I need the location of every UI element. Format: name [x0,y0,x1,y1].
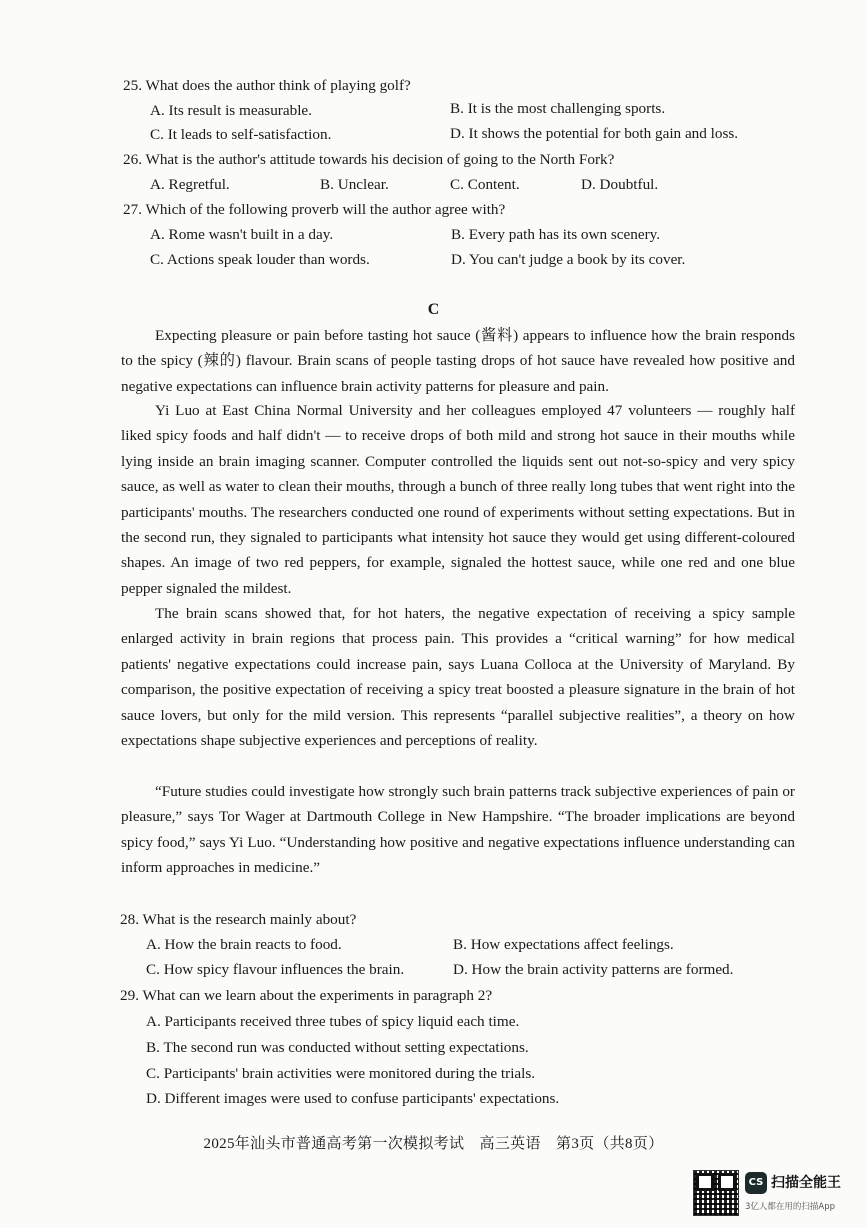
paragraph-3-text: The brain scans showed that, for hot haters, the negative expectation of receiving a spicy sample enlarged activity in brain regions that process pain. This provides a “critical warning” for how medical patients' negative expectations could increase pain, says Luana Colloca at the University of Maryland. By comparison, the positive expectation of receiving a spicy treat boosted a pleasure signature in the brain of hot sauce lovers, but only for the mild version. This represents “parallel subjective realities”, a theory on how expectations shape subjective experiences and perceptions of reality. [121,605,795,750]
question-29-option-b: B. The second run was conducted without setting expectations. [146,1039,529,1056]
question-29-option-a: A. Participants received three tubes of spicy liquid each time. [146,1013,520,1030]
question-28-option-c: C. How spicy flavour influences the brain. [146,961,405,978]
question-25-option-b: B. It is the most challenging sports. [450,100,666,117]
question-25-option-d: D. It shows the potential for both gain and loss. [450,125,739,142]
passage-paragraph-3 [121,601,795,753]
scanner-app-title: 扫描全能王 [771,1175,841,1191]
question-26-stem: 26. What is the author's attitude towards his decision of going to the North Fork? [123,151,615,168]
scanner-app-subtitle: 3亿人都在用的扫描App [745,1202,836,1212]
question-26-option-d: D. Doubtful. [581,176,659,193]
question-25-stem: 25. What does the author think of playing golf? [123,77,411,94]
question-28-option-b: B. How expectations affect feelings. [453,936,674,953]
question-29-stem: 29. What can we learn about the experiments in paragraph 2? [120,987,493,1004]
paragraph-4-text: “Future studies could investigate how strongly such brain patterns track subjective experiences of pain or pleasure,” says Tor Wager at Dartmouth College in New Hampshire. “The broader implications are beyond spicy food,” says Yi Luo. “Understanding how positive and negative expectations influence understanding can inform approaches in medicine.” [121,783,795,877]
question-28-option-d: D. How the brain activity patterns are formed. [453,961,734,978]
passage-paragraph-4 [121,779,795,881]
qr-code-icon [693,1170,739,1216]
passage-paragraph-2 [121,398,795,601]
paragraph-1-text: Expecting pleasure or pain before tasting hot sauce (酱料) appears to influence how the brain responds to the spicy (辣的) flavour. Brain scans of people tasting drops of hot sauce have revealed how positive and negative expectations can influence brain activity patterns for pleasure and pain. [121,327,795,395]
page-footer: 2025年汕头市普通高考第一次模拟考试 高三英语 第3页（共8页） [203,1136,664,1152]
scanner-badge [693,1170,863,1216]
question-26-option-c: C. Content. [450,176,520,193]
question-27-option-d: D. You can't judge a book by its cover. [451,251,686,268]
question-29-option-c: C. Participants' brain activities were monitored during the trials. [146,1065,536,1082]
question-27-option-b: B. Every path has its own scenery. [451,226,661,243]
question-27-option-a: A. Rome wasn't built in a day. [150,226,334,243]
paragraph-2-text: Yi Luo at East China Normal University and her colleagues employed 47 volunteers — roughly half liked spicy foods and half didn't — to receive drops of both mild and strong hot sauce in their mouths while lying inside an brain imaging scanner. Computer controlled the liquids sent out not-so-spicy and very spicy sauce, as well as water to clean their mouths, through a bunch of three really long tubes that went right into the participants' mouths. The researchers conducted one round of experiments without setting expectations. But in the second run, they signaled to participants what intensity hot sauce they would get using different-coloured shapes. An image of two red peppers, for example, signaled the hottest sauce, while one red and one blue pepper signaled the mildest. [121,402,795,597]
section-letter: C [427,301,440,318]
question-28-option-a: A. How the brain reacts to food. [146,936,342,953]
question-26-option-a: A. Regretful. [150,176,230,193]
camscanner-logo-icon: CS [745,1172,767,1194]
question-27-option-c: C. Actions speak louder than words. [150,251,370,268]
question-25-option-c: C. It leads to self-satisfaction. [150,126,332,143]
question-29-option-d: D. Different images were used to confuse participants' expectations. [146,1090,560,1107]
passage-paragraph-1 [121,323,795,399]
question-28-stem: 28. What is the research mainly about? [120,911,357,928]
question-27-stem: 27. Which of the following proverb will the author agree with? [123,201,506,218]
question-26-option-b: B. Unclear. [320,176,389,193]
question-25-option-a: A. Its result is measurable. [150,102,312,119]
